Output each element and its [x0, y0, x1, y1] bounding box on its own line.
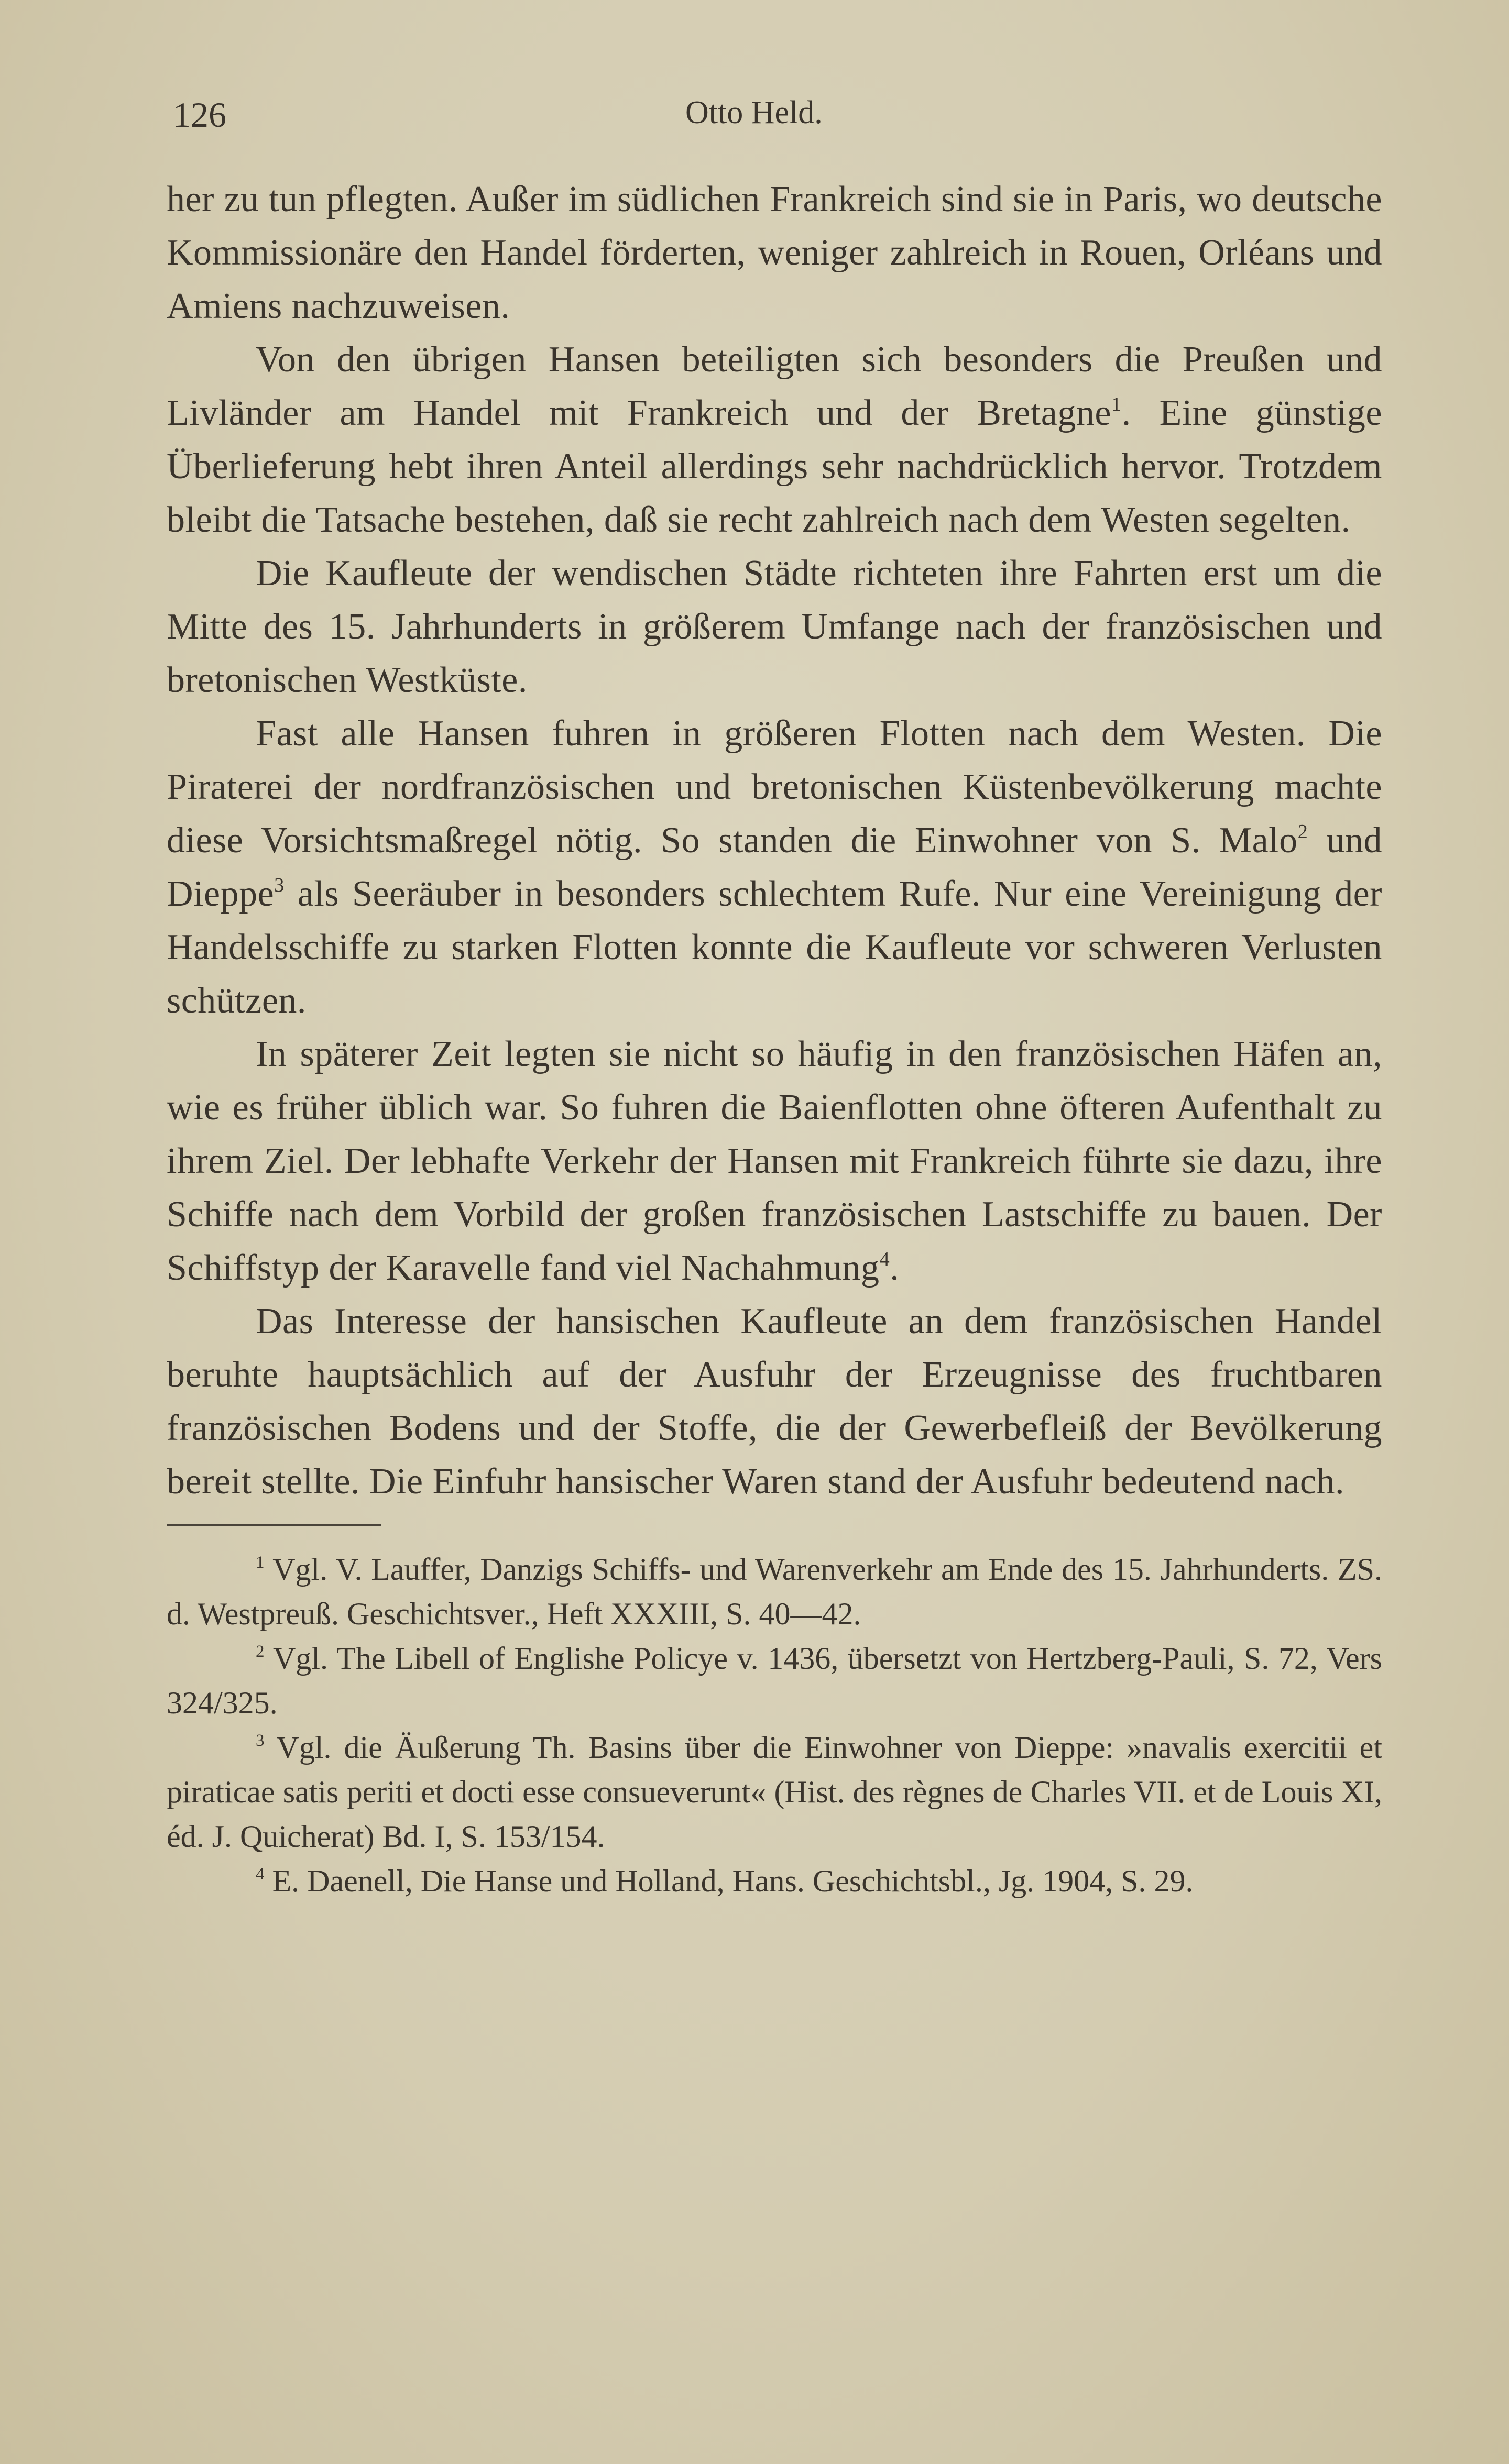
page-header: [167, 94, 1382, 141]
paragraph-2: [167, 333, 1382, 547]
paragraph-5-text: In späterer Zeit legten sie nicht so häufig in den französischen Häfen an, wie es früher üblich war. So fuhren die Baienflotten ohne öfteren Aufenthalt zu ihrem Ziel. Der lebhafte Verkehr der Hansen mit Frankreich führte sie dazu, ihre Schiffe nach dem Vorbild der großen französischen Lastschiffe zu bauen. Der Schiffstyp der Karavelle fand viel Nachahmung: [167, 1034, 1382, 1288]
footnote-text: Vgl. The Libell of Englishe Policye v. 1436, übersetzt von Hertzberg-Pauli, S. 72, Vers 324/325.: [167, 1641, 1382, 1720]
footnote-1: [167, 1547, 1382, 1636]
footnote-ref-3[interactable]: 3: [274, 874, 285, 897]
paragraph-4-text-cont: als Seeräuber in besonders schlechtem Rufe. Nur eine Vereinigung der Handelsschiffe zu starken Flotten konnte die Kaufleute vor schweren Verlusten schützen.: [167, 874, 1382, 1021]
paragraph-3: Die Kaufleute der wendischen Städte richteten ihre Fahrten erst um die Mitte des 15. Jahrhunderts in größerem Umfange nach der französischen und bretonischen Westküste.: [167, 553, 1382, 700]
paragraph-6: Das Interesse der hansischen Kaufleute an dem französischen Handel beruhte hauptsächlich auf der Ausfuhr der Erzeugnisse des fruchtbaren französischen Bodens und der Stoffe, die der Gewerbefleiß der Bevölkerung bereit stellte. Die Einfuhr hansischer Waren stand der Ausfuhr bedeutend nach.: [167, 1301, 1382, 1502]
footnote-divider: [167, 1524, 381, 1526]
footnotes: [167, 1547, 1382, 1904]
footnote-mark: 4: [256, 1864, 265, 1884]
footnote-text: Vgl. die Äußerung Th. Basins über die Einwohner von Dieppe: »navalis exercitii et piraticae satis periti et docti esse consueverunt« (Hist. des règnes de Charles VII. et de Louis XI, éd. J. Quicherat) Bd. I, S. 153/154.: [167, 1730, 1382, 1854]
footnote-4: [167, 1859, 1382, 1904]
footnote-text: Vgl. V. Lauffer, Danzigs Schiffs- und Warenverkehr am Ende des 15. Jahrhunderts. ZS. d. Westpreuß. Geschichtsver., Heft XXXIII, S. 40—42.: [167, 1552, 1383, 1631]
footnote-3: [167, 1725, 1382, 1859]
footnote-ref-2[interactable]: 2: [1297, 821, 1308, 843]
footnote-mark: 2: [256, 1642, 265, 1661]
footnote-mark: 3: [256, 1731, 265, 1750]
page-number: 126: [173, 95, 226, 135]
paragraph-5: [167, 1028, 1382, 1295]
book-page: [167, 94, 1382, 1904]
footnote-mark: 1: [256, 1553, 265, 1572]
body-text: [167, 173, 1382, 1509]
paragraph-5-text-cont: .: [890, 1248, 900, 1288]
paragraph-4-text: Fast alle Hansen fuhren in größeren Flotten nach dem Westen. Die Piraterei der nordfranzösischen und bretonischen Küstenbevölkerung machte diese Vorsichtsmaßregel nötig. So standen die Einwohner von S. Malo: [167, 713, 1382, 861]
footnote-2: [167, 1636, 1382, 1725]
footnote-ref-1[interactable]: 1: [1111, 393, 1122, 416]
paragraph-4: [167, 707, 1382, 1028]
paragraph-2-text-cont: . Eine günstige Überlieferung hebt ihren Anteil allerdings sehr nachdrücklich hervor. Trotzdem bleibt die Tatsache bestehen, daß sie recht zahlreich nach dem Westen segelten.: [167, 393, 1382, 540]
footnote-ref-4[interactable]: 4: [879, 1248, 890, 1271]
paragraph-2-text: Von den übrigen Hansen beteiligten sich besonders die Preußen und Livländer am Handel mit Frankreich und der Bretagne: [167, 339, 1382, 433]
running-head: Otto Held.: [685, 95, 823, 130]
footnote-text: E. Daenell, Die Hanse und Holland, Hans. Geschichtsbl., Jg. 1904, S. 29.: [272, 1864, 1194, 1898]
paragraph-1: her zu tun pflegten. Außer im südlichen Frankreich sind sie in Paris, wo deutsche Kommissionäre den Handel förderten, weniger zahlreich in Rouen, Orléans und Amiens nachzuweisen.: [167, 179, 1382, 326]
paragraph-4-text-mid: und Dieppe: [167, 820, 1382, 914]
